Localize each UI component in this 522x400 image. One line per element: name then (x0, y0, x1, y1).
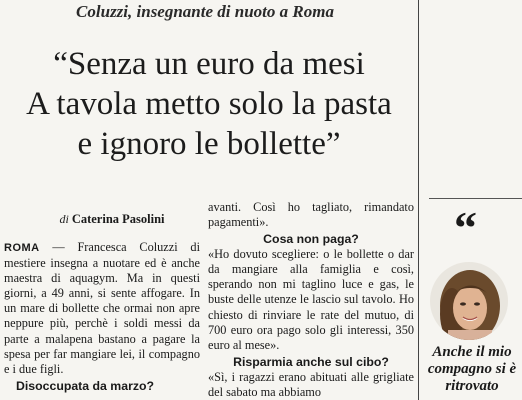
column-1 (4, 212, 200, 394)
column-1-text: — Francesca Coluzzi di mestiere insegna a nuotare ed è anche maestra di aquagym. Ma in questi giorni, a 49 anni, si sente affogare. In un mare di bollette che ormai non apre neppure più, perchè i soldi messi da parte a malapena bastano a pagare la spesa per far mangiare lei, il compagno e i due figli. (4, 240, 200, 376)
sidebar-caption: Anche il mio compagno si è ritrovato (427, 344, 517, 394)
sidebar (419, 0, 522, 400)
byline-author: Caterina Pasolini (71, 212, 165, 226)
paragraph: «Ho dovuto scegliere: o le bollette o dar da mangiare alla famiglia e così, sperando non mi taglino luce e gas, le buste delle utenze le lascio sul tavolo. Ho chiesto di rinviare le rate del mutuo, di 700 euro ora pago solo gli interessi, 350 euro al mese». (208, 247, 414, 352)
byline (4, 212, 200, 228)
headline (10, 44, 408, 164)
portrait-icon (430, 262, 508, 340)
question: Disoccupata da marzo? (16, 378, 155, 393)
dateline: ROMA (4, 242, 40, 254)
column-1-body (4, 240, 200, 377)
question: Cosa non paga? (263, 232, 359, 247)
column-2 (208, 200, 414, 400)
byline-prefix: di (59, 212, 69, 226)
portrait-photo (430, 262, 508, 340)
question: Risparmia anche sul cibo? (233, 354, 389, 369)
headline-line: A tavola metto solo la pasta (26, 86, 392, 122)
quote-mark-icon: “ (454, 202, 477, 253)
headline-line: e ignoro le bollette” (77, 126, 341, 162)
kicker: Coluzzi, insegnante di nuoto a Roma (76, 2, 334, 21)
headline-line: “Senza un euro da mesi (53, 46, 365, 82)
paragraph: «Sì, i ragazzi erano abituati alle grigliate del sabato ma abbiamo (208, 369, 414, 399)
sidebar-rule (429, 198, 522, 199)
paragraph: avanti. Così ho tagliato, rimandato pagamenti». (208, 200, 414, 230)
